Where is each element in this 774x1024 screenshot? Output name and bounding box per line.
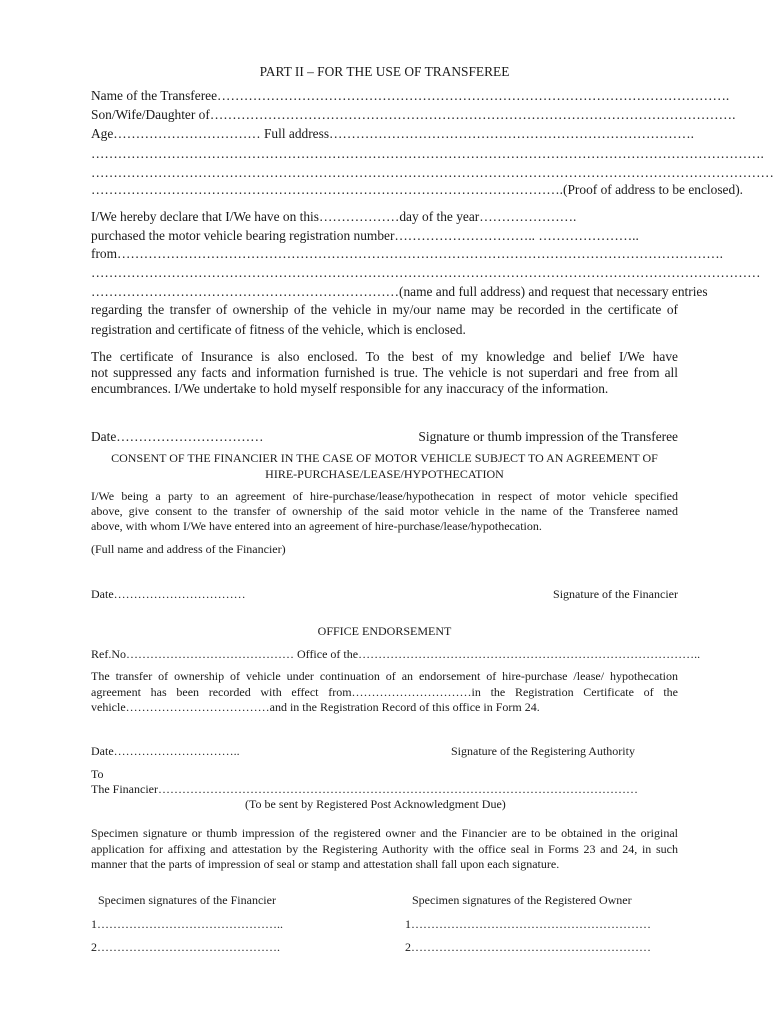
date-label: Date…………………………… xyxy=(91,429,264,444)
financier-address-line: The Financier………………………………………………………………………………………………………… xyxy=(91,782,638,796)
declaration-text: registration and certificate of fitness of the vehicle, which is enclosed. xyxy=(91,322,466,337)
financier-signature-label: Signature of the Financier xyxy=(553,587,678,601)
transferee-signature-label: Signature or thumb impression of the Transferee xyxy=(418,429,678,444)
to-label: To xyxy=(91,767,104,781)
insurance-text: The certificate of Insurance is also enclosed. To the best of my knowledge and belief I/We have xyxy=(91,349,678,364)
endorsement-text: vehicle………………………………and in the Registration Record of this office in Form 24. xyxy=(91,700,540,714)
registered-post-note: (To be sent by Registered Post Acknowledgment Due) xyxy=(245,797,506,811)
financier-signature-row xyxy=(91,586,678,602)
declaration-text: regarding the transfer of ownership of the vehicle in my/our name may be recorded in the certificate of xyxy=(91,302,678,317)
son-wife-daughter-line: Son/Wife/Daughter of………………………………………………………………………………………………………. xyxy=(91,107,736,122)
address-dots-line: ……………………………………………………………………………………………………………………………………… xyxy=(91,165,774,180)
consent-text: I/We being a party to an agreement of hire-purchase/lease/hypothecation in respect of motor vehicle specified xyxy=(91,489,678,503)
owner-signature-2: 2…………………………………………………… xyxy=(405,940,651,954)
transferee-name-line: Name of the Transferee……………………………………………………………………………………………………. xyxy=(91,88,730,103)
consent-text: above, with whom I/We have entered into an agreement of hire-purchase/lease/hypothecation. xyxy=(91,519,542,533)
age-address-line: Age…………………………… Full address………………………………………………………………………. xyxy=(91,126,694,141)
authority-signature-label: Signature of the Registering Authority xyxy=(451,744,635,758)
part2-heading: PART II – FOR THE USE OF TRANSFEREE xyxy=(259,64,510,79)
financier-signature-1: 1……………………………………….. xyxy=(91,917,283,931)
insurance-text: encumbrances. I/We undertake to hold myself responsible for any inaccuracy of the information. xyxy=(91,381,609,396)
specimen-text: manner that the parts of impression of seal or stamp and attestation shall fall upon each signature. xyxy=(91,857,560,871)
financier-signature-2: 2………………………………………. xyxy=(91,940,280,954)
declaration-line: I/We hereby declare that I/We have on this………………day of the year…………………. xyxy=(91,209,577,224)
consent-heading: CONSENT OF THE FINANCIER IN THE CASE OF MOTOR VEHICLE SUBJECT TO AN AGREEMENT OF xyxy=(111,451,658,465)
transferee-signature-row xyxy=(91,428,678,446)
endorsement-text: The transfer of ownership of vehicle under continuation of an endorsement of hire-purchase /lease/ hypothecation xyxy=(91,669,678,683)
owner-signature-1: 1…………………………………………………… xyxy=(405,917,651,931)
from-dots-line: …………………………………………………………………………………………………………………………………… xyxy=(91,265,761,280)
endorsement-text: agreement has been recorded with effect from…………………………in the Registration Certificate of the xyxy=(91,685,678,699)
specimen-financier-label: Specimen signatures of the Financier xyxy=(98,893,276,907)
insurance-text: not suppressed any facts and information furnished is true. The vehicle is not superdari and free from all xyxy=(91,365,678,380)
date-label: Date………………………….. xyxy=(91,744,240,758)
ref-no-line: Ref.No…………………………………… Office of the………………………………………………………………………….. xyxy=(91,647,701,661)
address-dots-line: ……………………………………………………………………………………………………………………………………. xyxy=(91,146,764,161)
financier-name-label: (Full name and address of the Financier) xyxy=(91,542,286,556)
from-line: from………………………………………………………………………………………………………………………. xyxy=(91,246,723,261)
date-label: Date…………………………… xyxy=(91,587,246,601)
authority-signature-row xyxy=(91,743,678,759)
office-endorsement-heading: OFFICE ENDORSEMENT xyxy=(317,624,452,638)
specimen-text: Specimen signature or thumb impression of the registered owner and the Financier are to be obtained in the original xyxy=(91,826,678,840)
consent-text: above, give consent to the transfer of ownership of the said motor vehicle in the name of the Transferee named xyxy=(91,504,678,518)
specimen-owner-label: Specimen signatures of the Registered Owner xyxy=(412,893,632,907)
registration-number-line: purchased the motor vehicle bearing registration number………………………….. ………………….. xyxy=(91,228,639,243)
proof-of-address-line: …………………………………………………………………………………………….(Proof of address to be enclosed). xyxy=(91,182,743,197)
specimen-text: application for affixing and attestation by the Registering Authority with the office seal in Forms 23 and 24, in such xyxy=(91,842,678,856)
name-and-address-line: ……………………………………………………………(name and full address) and request that necessary entries xyxy=(91,284,708,299)
consent-heading: HIRE-PURCHASE/LEASE/HYPOTHECATION xyxy=(265,467,504,481)
